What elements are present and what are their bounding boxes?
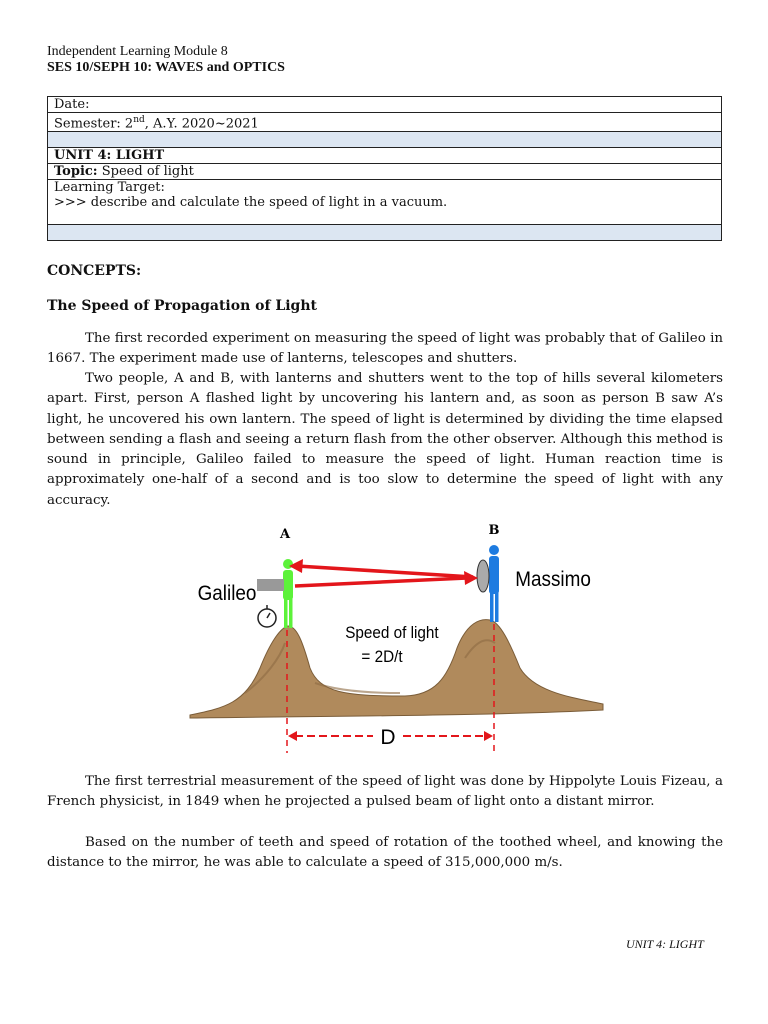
paragraph-2 xyxy=(47,369,723,511)
label-a: A xyxy=(279,527,291,542)
stopwatch-icon xyxy=(258,605,276,627)
semester-prefix: Semester: 2 xyxy=(54,116,134,132)
paragraph-4 xyxy=(47,833,723,874)
semester-suffix: , A.Y. 2020~2021 xyxy=(144,116,259,132)
topic-value: Speed of light xyxy=(101,164,194,180)
topic-cell xyxy=(48,164,722,180)
paragraph-3-text: The first terrestrial measurement of the speed of light was done by Hippolyte Louis Fizeau, a French physicist, in 1849 when he projected a pulsed beam of light onto a distant mirror. xyxy=(47,774,723,810)
paragraph-1-text: The first recorded experiment on measuring the speed of light was probably that of Galileo in 1667. The experiment made use of lanterns, telescopes and shutters. xyxy=(47,331,723,367)
paragraph-1 xyxy=(47,329,723,370)
label-massimo: Massimo xyxy=(515,568,591,592)
target-text: >>> describe and calculate the speed of light in a vacuum. xyxy=(54,195,448,211)
paragraph-3 xyxy=(47,772,723,813)
paragraph-4-text: Based on the number of teeth and speed of rotation of the toothed wheel, and knowing the distance to the mirror, he was able to calculate a speed of 315,000,000 m/s. xyxy=(47,835,723,871)
unit-cell xyxy=(48,148,722,164)
person-a xyxy=(283,559,293,628)
section-title: The Speed of Propagation of Light xyxy=(47,298,317,314)
blank-row xyxy=(48,132,722,148)
formula-line-1: Speed of light xyxy=(345,623,439,643)
blank-row-bottom xyxy=(48,225,722,241)
course-title: SES 10/SEPH 10: WAVES and OPTICS xyxy=(47,60,285,75)
concepts-heading: CONCEPTS: xyxy=(47,263,142,279)
page-footer: UNIT 4: LIGHT xyxy=(626,937,704,951)
shutter-icon xyxy=(477,560,489,592)
unit-title: UNIT 4: LIGHT xyxy=(54,148,165,164)
target-cell xyxy=(48,180,722,225)
semester-superscript: nd xyxy=(133,115,145,125)
topic-label: Topic: xyxy=(54,164,98,180)
target-label: Learning Target: xyxy=(54,180,165,196)
return-light-arrow xyxy=(297,566,473,577)
arrowhead-right xyxy=(464,571,478,585)
semester-cell xyxy=(48,113,722,132)
label-b: B xyxy=(488,523,500,538)
label-galileo: Galileo xyxy=(197,582,257,606)
date-label: Date: xyxy=(54,97,90,112)
outgoing-light-arrow xyxy=(295,578,467,586)
lantern-icon xyxy=(257,579,284,591)
date-cell xyxy=(48,97,722,113)
label-distance: D xyxy=(380,726,396,749)
formula-line-2: = 2D/t xyxy=(361,647,403,667)
galileo-experiment-figure xyxy=(185,518,605,758)
paragraph-2-text: Two people, A and B, with lanterns and shutters went to the top of hills several kilometers apart. First, person A flashed light by uncovering his lantern and, as soon as person B saw A’s light, he uncovered his own lantern. The speed of light is determined by dividing the time elapsed between sending a flash and seeing a return flash from the other observer. Although this method is sound in principle, Galileo failed to measure the speed of light. Human reaction time is approximately one-half of a second and is too slow to determine the speed of light with any accuracy. xyxy=(47,371,723,508)
module-title: Independent Learning Module 8 xyxy=(47,44,228,59)
person-b xyxy=(489,545,499,622)
info-table xyxy=(47,96,722,241)
